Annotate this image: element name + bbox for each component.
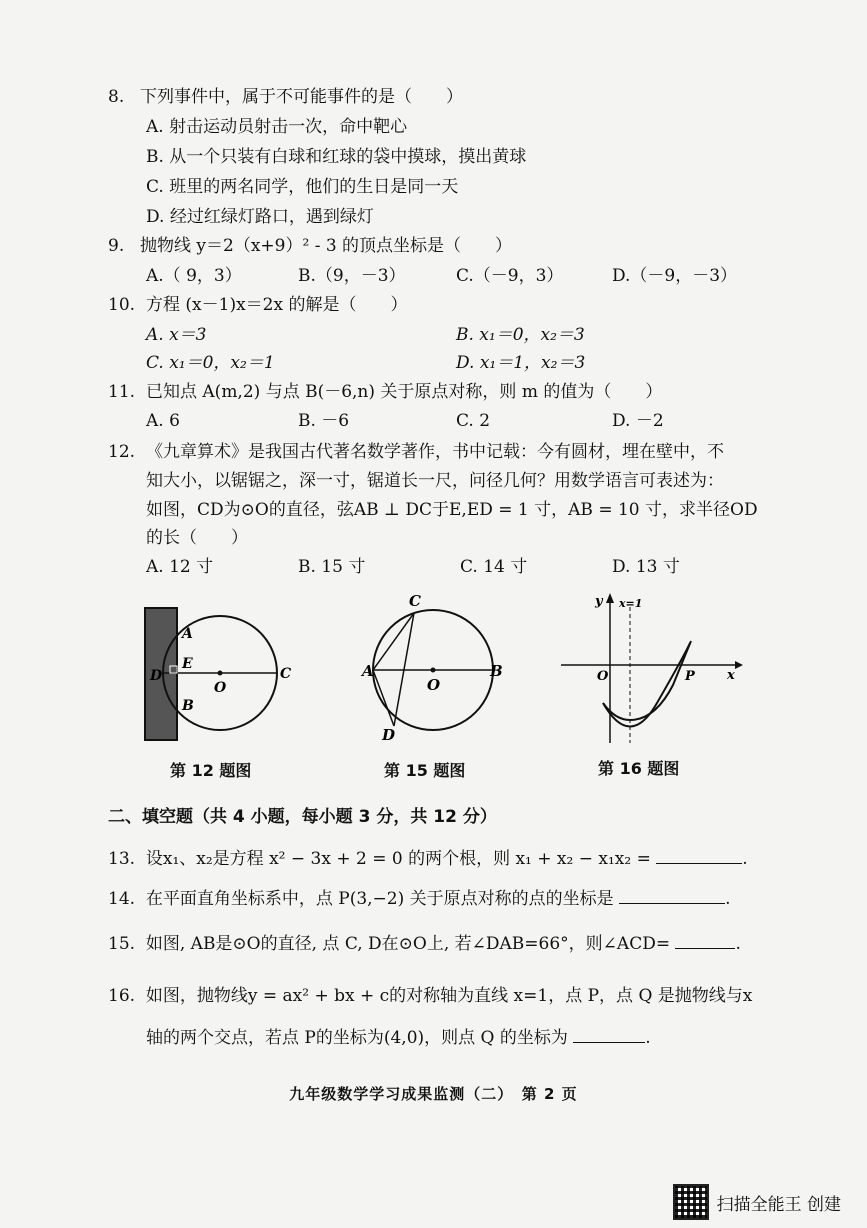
question-stem: 方程 (x－1)x＝2x 的解是（ ） — [146, 295, 408, 315]
question-end: . — [645, 1028, 651, 1048]
y-axis-arrow — [606, 593, 614, 603]
x-axis-arrow — [735, 661, 743, 669]
figure-12-caption: 第 12 题图 — [170, 761, 252, 780]
label-p: P — [685, 669, 695, 684]
figure-15-caption: 第 15 题图 — [384, 761, 466, 780]
option-b: B. x₁＝0，x₂＝3 — [456, 325, 585, 345]
label-c: C — [280, 666, 292, 682]
question-stem-line: 如图，CD为⊙O的直径，弦AB ⊥ DC于E,ED = 1 寸，AB = 10 寸，求半径OD — [146, 500, 758, 520]
question-end: . — [725, 889, 731, 909]
question-stem: 抛物线 y＝2（x+9）² - 3 的顶点坐标是（ ） — [140, 236, 513, 256]
question-stem-line: 轴的两个交点，若点 P的坐标为(4,0)，则点 Q 的坐标为 — [146, 1028, 568, 1048]
answer-blank[interactable] — [619, 889, 725, 904]
option-a: A. 射击运动员射击一次，命中靶心 — [146, 117, 408, 137]
question-stem-line: 如图，抛物线y = ax² + bx + c的对称轴为直线 x=1，点 P，点 Q 是抛物线与x — [145, 986, 753, 1006]
page-footer: 九年级数学学习成果监测（二） 第 2 页 — [289, 1085, 578, 1103]
question-stem: 已知点 A(m,2) 与点 B(－6,n) 关于原点对称，则 m 的值为（ ） — [146, 382, 663, 402]
question-number: 13. — [108, 849, 136, 869]
label-o: O — [597, 669, 609, 684]
label-o: O — [427, 676, 441, 694]
parabola — [603, 643, 690, 727]
label-d: D — [150, 668, 163, 684]
label-y: y — [595, 594, 603, 609]
option-b: B. 从一个只装有白球和红球的袋中摸球，摸出黄球 — [146, 147, 527, 167]
option-d: D. －2 — [612, 411, 664, 431]
question-16-line2 — [146, 1027, 651, 1049]
answer-blank[interactable] — [675, 934, 735, 949]
figure-16 — [555, 585, 745, 750]
question-15 — [108, 933, 741, 955]
figure-15 — [360, 590, 520, 750]
question-stem: 设x₁、x₂是方程 x² − 3x + 2 = 0 的两个根，则 x₁ + x₂ − x₁x₂ = — [145, 849, 651, 869]
option-d: D. 13 寸 — [612, 557, 680, 577]
question-stem-line: 知大小，以锯锯之，深一寸，锯道长一尺，问径几何？用数学语言可表述为： — [146, 471, 724, 491]
label-axis-x1: x=1 — [619, 597, 643, 610]
option-d: D. 经过红绿灯路口，遇到绿灯 — [146, 207, 374, 227]
label-b: B — [490, 662, 503, 680]
question-stem: 如图, AB是⊙O的直径, 点 C, D在⊙O上, 若∠DAB=66°，则∠ACD= — [145, 934, 671, 954]
question-number: 15. — [108, 934, 136, 954]
question-number: 11. — [108, 382, 136, 402]
option-c: C. x₁＝0，x₂＝1 — [146, 353, 275, 373]
question-stem: 在平面直角坐标系中，点 P(3,−2) 关于原点对称的点的坐标是 — [145, 889, 614, 909]
watermark-text: 扫描全能王 创建 — [716, 1194, 841, 1215]
section-title: 二、填空题（共 4 小题，每小题 3 分，共 12 分） — [108, 807, 497, 827]
question-number: 16. — [108, 986, 136, 1006]
question-end: . — [735, 934, 741, 954]
option-b: B. 15 寸 — [298, 557, 366, 577]
label-d: D — [382, 726, 396, 744]
question-number: 9. — [108, 236, 125, 256]
option-d: D.（－9，－3） — [612, 266, 738, 286]
center-point — [431, 668, 436, 673]
qr-code-icon — [673, 1184, 709, 1220]
question-16 — [108, 985, 752, 1007]
question-number: 8. — [108, 87, 125, 107]
segment-ad — [373, 670, 394, 726]
question-number: 14. — [108, 889, 136, 909]
option-b: B. －6 — [298, 411, 350, 431]
question-stem: 下列事件中，属于不可能事件的是（ ） — [140, 87, 463, 107]
option-b: B.（9，－3） — [298, 266, 406, 286]
figure-16-caption: 第 16 题图 — [598, 759, 680, 778]
question-number: 10. — [108, 295, 136, 315]
question-stem-line: 《九章算术》是我国古代著名数学著作，书中记载：今有圆材，埋在壁中，不 — [146, 442, 724, 462]
option-c: C.（－9，3） — [456, 266, 564, 286]
label-x: x — [727, 668, 735, 683]
option-a: A. 6 — [146, 411, 180, 431]
parabola-curve — [603, 641, 691, 720]
question-end: . — [742, 849, 748, 869]
question-number: 12. — [108, 442, 136, 462]
scanner-watermark — [673, 1184, 841, 1220]
option-a: A. 12 寸 — [146, 557, 214, 577]
center-point — [218, 671, 223, 676]
figure-12 — [140, 600, 300, 750]
option-c: C. 14 寸 — [460, 557, 528, 577]
answer-blank[interactable] — [573, 1028, 645, 1043]
label-a: A — [362, 662, 374, 680]
label-e: E — [182, 656, 193, 672]
label-b: B — [182, 698, 194, 714]
option-c: C. 班里的两名同学，他们的生日是同一天 — [146, 177, 459, 197]
option-c: C. 2 — [456, 411, 491, 431]
question-14 — [108, 888, 730, 910]
question-13 — [108, 848, 748, 870]
option-a: A.（ 9，3） — [146, 266, 242, 286]
option-d: D. x₁＝1，x₂＝3 — [456, 353, 586, 373]
label-a: A — [182, 626, 193, 642]
label-o: O — [214, 680, 227, 696]
label-c: C — [409, 592, 421, 610]
question-stem-line: 的长（ ） — [146, 528, 248, 548]
option-a: A. x＝3 — [146, 325, 207, 345]
answer-blank[interactable] — [656, 849, 742, 864]
